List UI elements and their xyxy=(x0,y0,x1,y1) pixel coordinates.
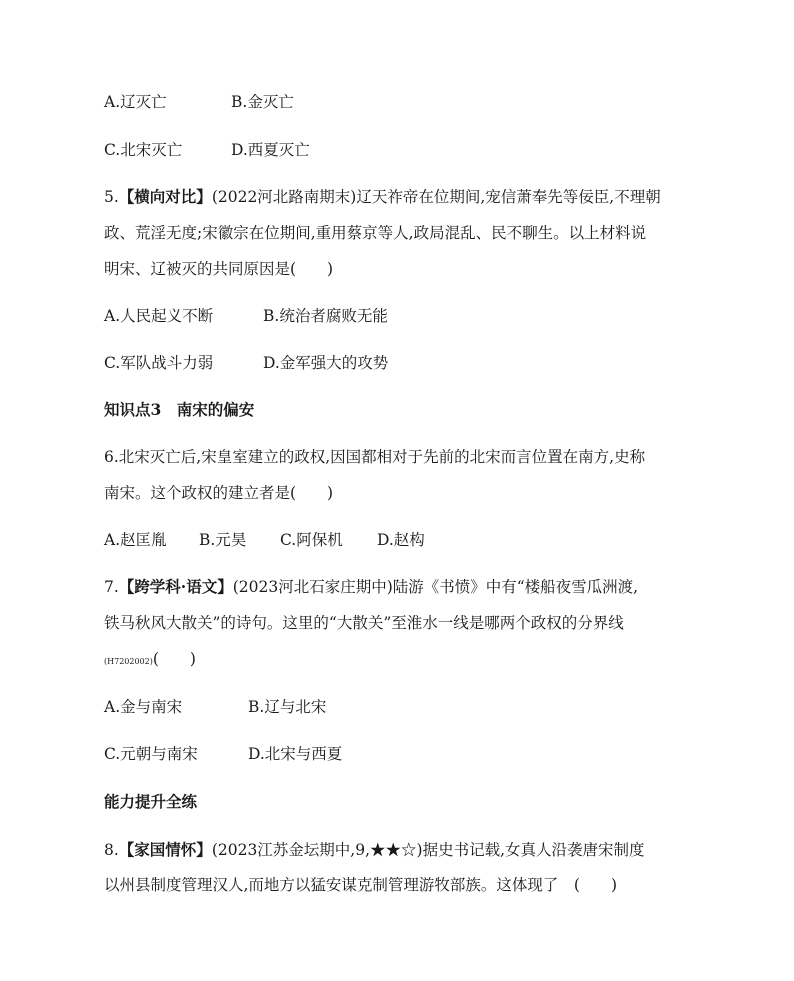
q8-number: 8. xyxy=(104,841,119,859)
q7-line-2: 铁马秋风大散关”的诗句。这里的“大散关”至淮水一线是哪两个政权的分界线 xyxy=(104,614,624,632)
q6-option-a: A.赵匡胤 xyxy=(104,531,167,549)
q5-option-c: C.军队战斗力弱 xyxy=(104,354,214,372)
q4-option-c: C.北宋灭亡 xyxy=(104,141,183,159)
q8-line-2: 以州县制度管理汉人,而地方以猛安谋克制管理游牧部族。这体现了 ( ) xyxy=(104,876,618,894)
q6-option-b: B.元昊 xyxy=(199,531,247,549)
q7-option-d: D.北宋与西夏 xyxy=(248,745,343,763)
q5-line-1 xyxy=(104,187,661,207)
q5-tag: 【横向对比】 xyxy=(118,187,212,206)
q4-option-b: B.金灭亡 xyxy=(231,93,294,111)
q7-option-a: A.金与南宋 xyxy=(104,698,183,716)
q8-tag: 【家国情怀】 xyxy=(118,840,212,859)
q5-source: (2022河北路南期末) xyxy=(211,188,357,206)
q7-number: 7. xyxy=(104,578,119,596)
q6-option-c: C.阿保机 xyxy=(280,531,343,549)
section-heading-ability: 能力提升全练 xyxy=(104,792,198,811)
q7-paren: ( ) xyxy=(152,650,196,668)
q7-text-1: (2023河北石家庄期中)陆游《书愤》中有“楼船夜雪瓜洲渡, xyxy=(232,578,639,596)
q5-option-a: A.人民起义不断 xyxy=(104,307,214,325)
q6-option-d: D.赵构 xyxy=(377,531,425,549)
q4-option-a: A.辽灭亡 xyxy=(104,93,167,111)
q7-code: (H7202002) xyxy=(104,657,153,666)
q7-option-b: B.辽与北宋 xyxy=(248,698,327,716)
q6-line-2: 南宋。这个政权的建立者是( ) xyxy=(104,484,334,502)
q8-line-1 xyxy=(104,840,645,860)
q6-line-1: 6.北宋灭亡后,宋皇室建立的政权,因国都相对于先前的北宋而言位置在南方,史称 xyxy=(104,448,646,466)
q7-line-3 xyxy=(104,649,196,672)
q5-option-b: B.统治者腐败无能 xyxy=(263,307,388,325)
q5-option-d: D.金军强大的攻势 xyxy=(263,354,389,372)
q4-option-d: D.西夏灭亡 xyxy=(231,141,310,159)
q5-number: 5. xyxy=(104,188,119,206)
q5-line-2: 政、荒淫无度;宋徽宗在位期间,重用蔡京等人,政局混乱、民不聊生。以上材料说 xyxy=(104,224,647,242)
q7-option-c: C.元朝与南宋 xyxy=(104,745,198,763)
q7-tag: 【跨学科·语文】 xyxy=(118,577,233,596)
q5-line-3: 明宋、辽被灭的共同原因是( ) xyxy=(104,260,334,278)
q7-line-1 xyxy=(104,577,638,597)
q5-text-1: 辽天祚帝在位期间,宠信萧奉先等佞臣,不理朝 xyxy=(356,188,661,206)
q8-text-1: (2023江苏金坛期中,9,★★☆)据史书记载,女真人沿袭唐宋制度 xyxy=(211,841,645,859)
section-heading-3: 知识点3 南宋的偏安 xyxy=(104,400,255,419)
